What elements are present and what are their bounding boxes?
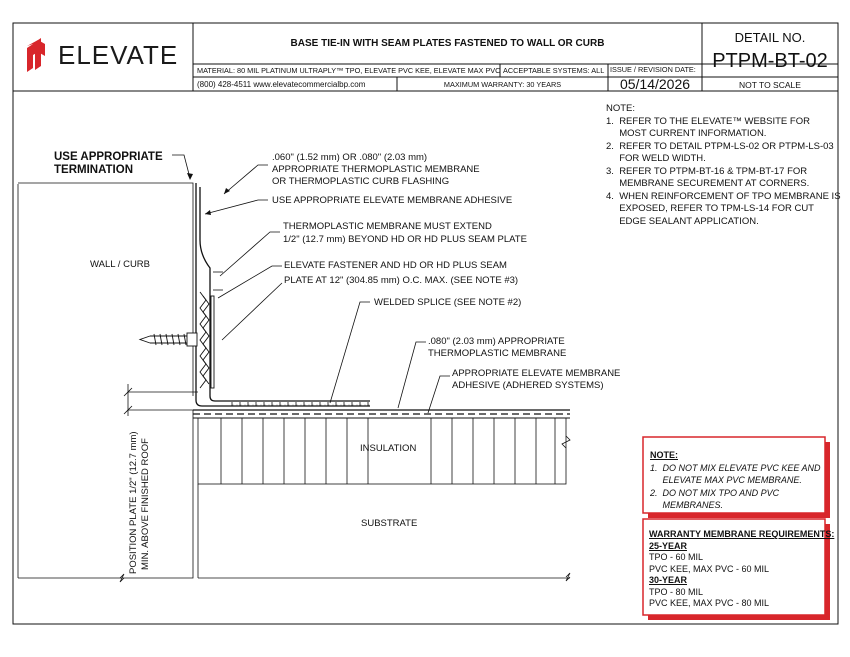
note-line: 3. REFER TO PTPM-BT-16 & TPM-BT-17 FOR xyxy=(606,165,808,177)
extend-label-line: THERMOPLASTIC MEMBRANE MUST EXTEND xyxy=(283,221,492,232)
membrane-label xyxy=(272,152,480,188)
field-adhesive-label xyxy=(452,368,620,392)
insulation-label: INSULATION xyxy=(360,443,417,454)
warning-line: 2. DO NOT MIX TPO AND PVC xyxy=(650,487,780,498)
field-membrane-label-line: THERMOPLASTIC MEMBRANE xyxy=(428,348,567,359)
fastener-label xyxy=(284,260,518,287)
warning-note-box xyxy=(650,449,821,512)
substrate-label: SUBSTRATE xyxy=(361,518,418,529)
note-line: MEMBRANE SECUREMENT AT CORNERS. xyxy=(606,178,810,189)
extend-label-line: 1/2" (12.7 mm) BEYOND HD OR HD PLUS SEAM PLATE xyxy=(283,234,527,245)
position-dimension xyxy=(124,384,198,416)
note-line: MOST CURRENT INFORMATION. xyxy=(606,128,767,139)
detail-number: PTPM-BT-02 xyxy=(712,50,828,72)
issue-date-label: ISSUE / REVISION DATE: xyxy=(610,65,696,74)
wall-curb xyxy=(18,183,193,578)
field-adhesive-label-line: ADHESIVE (ADHERED SYSTEMS) xyxy=(452,380,604,391)
warranty-line: TPO - 60 MIL xyxy=(649,552,704,562)
warning-line: 1. DO NOT MIX ELEVATE PVC KEE AND xyxy=(650,462,821,473)
note-line: EXPOSED, REFER TO TPM-LS-14 FOR CUT xyxy=(606,203,814,214)
note-line: FOR WELD WIDTH. xyxy=(606,153,706,164)
general-notes xyxy=(606,103,841,228)
logo-mark xyxy=(27,38,45,72)
substrate xyxy=(198,484,570,578)
field-membrane-label xyxy=(428,336,566,360)
logo-text: ELEVATE xyxy=(58,40,179,70)
warning-line: MEMBRANES. xyxy=(650,500,724,510)
warranty-heading: WARRANTY MEMBRANE REQUIREMENTS: xyxy=(649,529,835,539)
weld-hatch xyxy=(230,402,370,406)
seam-plate xyxy=(200,292,214,388)
note-line: 2. REFER TO DETAIL PTPM-LS-02 OR PTPM-LS-03 xyxy=(606,140,834,152)
material-spec: MATERIAL: 80 MIL PLATINUM ULTRAPLY™ TPO, ELEVATE PVC KEE, ELEVATE MAX PVC xyxy=(197,66,501,75)
field-adhesive-label-line: APPROPRIATE ELEVATE MEMBRANE xyxy=(452,368,621,379)
warranty-line: PVC KEE, MAX PVC - 60 MIL xyxy=(649,563,770,574)
warranty-30-heading: 30-YEAR xyxy=(649,575,688,585)
membrane-label-line: .060" (1.52 mm) OR .080" (2.03 mm) xyxy=(272,152,428,163)
note-line: 4. WHEN REINFORCEMENT OF TPO MEMBRANE IS xyxy=(606,190,841,202)
termination-label-line: TERMINATION xyxy=(54,164,134,176)
scale-note: NOT TO SCALE xyxy=(739,80,801,90)
fastener-label-line: PLATE AT 12" (304.85 mm) O.C. MAX. (SEE NOTE #3) xyxy=(284,275,519,286)
break-marks xyxy=(120,431,570,582)
position-plate-label-line: POSITION PLATE 1/2" (12.7 mm) xyxy=(128,431,139,574)
membrane-label-line: APPROPRIATE THERMOPLASTIC MEMBRANE xyxy=(272,164,480,175)
wall-adhesive-label: USE APPROPRIATE ELEVATE MEMBRANE ADHESIVE xyxy=(272,195,513,206)
warranty-line: PVC KEE, MAX PVC - 80 MIL xyxy=(649,598,770,608)
fastener xyxy=(140,333,197,346)
membrane-label-line: OR THERMOPLASTIC CURB FLASHING xyxy=(272,176,450,187)
position-plate-label-line: MIN. ABOVE FINISHED ROOF xyxy=(140,438,151,570)
detail-no-label: DETAIL NO. xyxy=(734,30,806,45)
position-plate-label xyxy=(128,431,152,574)
warranty-25-heading: 25-YEAR xyxy=(649,540,688,551)
contact-info: (800) 428-4511 www.elevatecommercialbp.com xyxy=(197,80,366,89)
field-membrane xyxy=(193,410,570,418)
flashing-membrane xyxy=(196,183,370,406)
warranty-requirements-box xyxy=(649,529,834,610)
warning-line: ELEVATE MAX PVC MEMBRANE. xyxy=(650,475,802,485)
wall-curb-label: WALL / CURB xyxy=(90,259,151,270)
drawing-title: BASE TIE-IN WITH SEAM PLATES FASTENED TO WALL OR CURB xyxy=(290,38,605,49)
field-membrane-label-line: .080" (2.03 mm) APPROPRIATE xyxy=(428,336,565,347)
note-line: EDGE SEALANT APPLICATION. xyxy=(606,215,759,227)
termination-label-line: USE APPROPRIATE xyxy=(54,151,163,163)
termination-label xyxy=(54,151,163,177)
note-line: 1. REFER TO THE ELEVATE™ WEBSITE FOR xyxy=(606,115,810,127)
acceptable-systems: ACCEPTABLE SYSTEMS: ALL xyxy=(503,66,605,75)
extend-label xyxy=(283,221,527,246)
warning-heading: NOTE: xyxy=(650,450,678,460)
max-warranty: MAXIMUM WARRANTY: 30 YEARS xyxy=(443,80,562,89)
fastener-label-line: ELEVATE FASTENER AND HD OR HD PLUS SEAM xyxy=(284,260,507,271)
notes-heading: NOTE: xyxy=(606,103,636,114)
issue-date: 05/14/2026 xyxy=(619,76,691,92)
warranty-line: TPO - 80 MIL xyxy=(649,586,704,597)
splice-label: WELDED SPLICE (SEE NOTE #2) xyxy=(374,297,522,308)
